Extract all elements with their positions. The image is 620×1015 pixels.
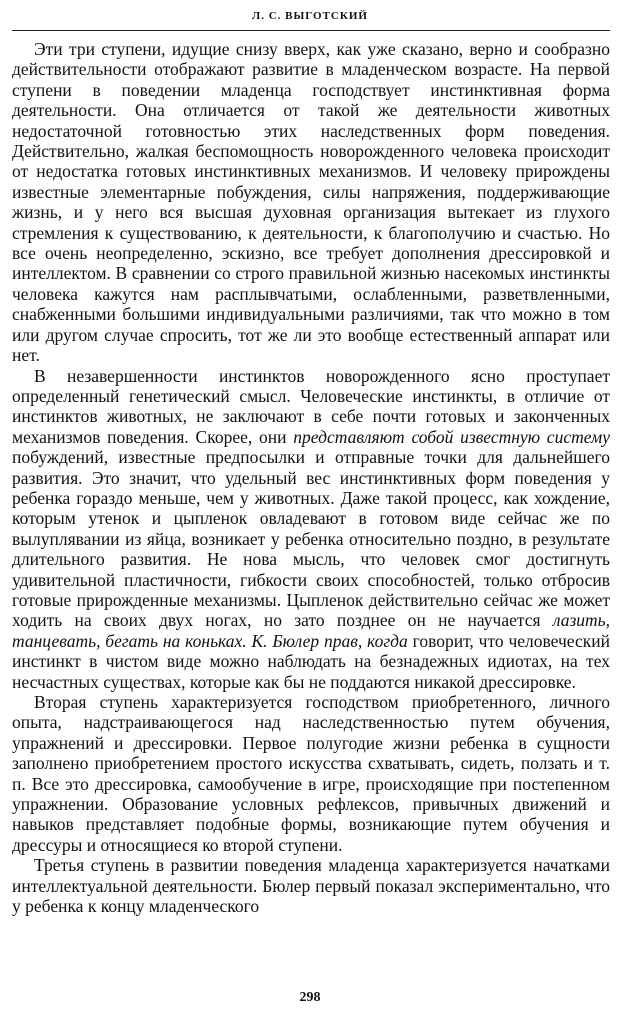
paragraph-2-text-a: В незавершенности инстинктов новорожденного ясно проступает определенный генетический смысл. Человеческие инстинкты, в отличие от инстинктов животных, не заключают в себе почти готовых и законченных механизмов поведения. Скорее, они [12,365,610,447]
body-text [12,39,610,916]
paragraph-3: Вторая ступень характеризуется господством приобретенного, личного опыта, надстраивающегося над наследственностью путем обучения, упражнений и дрессировки. Первое полугодие жизни ребенка в сущности заполнено приобретением простого искусства схватывать, сидеть, ползать и т. п. Все это дрессировка, самообучение в игре, происходящие при постепенном упражнении. Образование условных рефлексов, привычных движений и навыков представляет подобные формы, возникающие путем обучения и дрессуры и относящиеся ко второй ступени. [12,692,610,855]
paragraph-2-text-c: говорит, что человеческий инстинкт в чистом виде можно наблюдать на безнадежных идиотах, на тех несчастных существах, которые как бы не поддаются никакой дрессировке. [12,630,610,692]
paragraph-2-italic-a: представляют собой известную систему [293,426,610,447]
running-head: Л. С. ВЫГОТСКИЙ [252,10,368,22]
header-rule [12,30,610,31]
paragraph-4: Третья ступень в развитии поведения младенца характеризуется начатками интеллектуальной деятельности. Бюлер первый показал экспериментально, что у ребенка к концу младенческого [12,855,610,917]
paragraph-1: Эти три ступени, идущие снизу вверх, как уже сказано, верно и сообразно действительности отображают развитие в младенческом возрасте. На первой ступени в поведении младенца господствует инстинктивная форма деятельности. Она отличается от такой же деятельности животных недостаточной готовностью этих наследственных форм поведения. Действительно, жалкая беспомощность новорожденного человека происходит от недостатка готовых инстинктивных механизмов. И человеку прирождены известные элементарные побуждения, силы напряжения, поддерживающие жизнь, и у него вся высшая духовная организация вытекает из глухого стремления к существованию, к деятельности, к благополучию и счастью. Но все очень неопределенно, эскизно, все требует дополнения дрессировкой и интеллектом. В сравнении со строго правильной жизнью насекомых инстинкты человека кажутся нам расплывчатыми, ослабленными, разветвленными, снабженными большими индивидуальными различиями, так что можно в том или другом случае спросить, тот же ли это вообще естественный аппарат или нет. [12,39,610,366]
paragraph-2-text-b: побуждений, известные предпосылки и отправные точки для дальнейшего развития. Это значит, что удельный вес инстинктивных форм поведения у ребенка гораздо меньше, чем у животных. Даже такой процесс, как хождение, которым утенок и цыпленок овладевают в готовом виде сейчас же по вылуплявании из яйца, возникает у ребенка относительно поздно, в результате длительного развития. Не нова мысль, что человек смог достигнуть удивительной пластичности, гибкости своих способностей, только отбросив готовые прирожденные механизмы. Цыпленок действительно сейчас же может ходить на своих двух ногах, но зато позднее он не научается [12,447,610,631]
paragraph-2 [12,366,610,693]
paragraph-2-italic-b: лазить, танцевать, бегать на коньках. К. Бюлер прав, когда [12,610,610,651]
page-number: 298 [299,990,321,1005]
